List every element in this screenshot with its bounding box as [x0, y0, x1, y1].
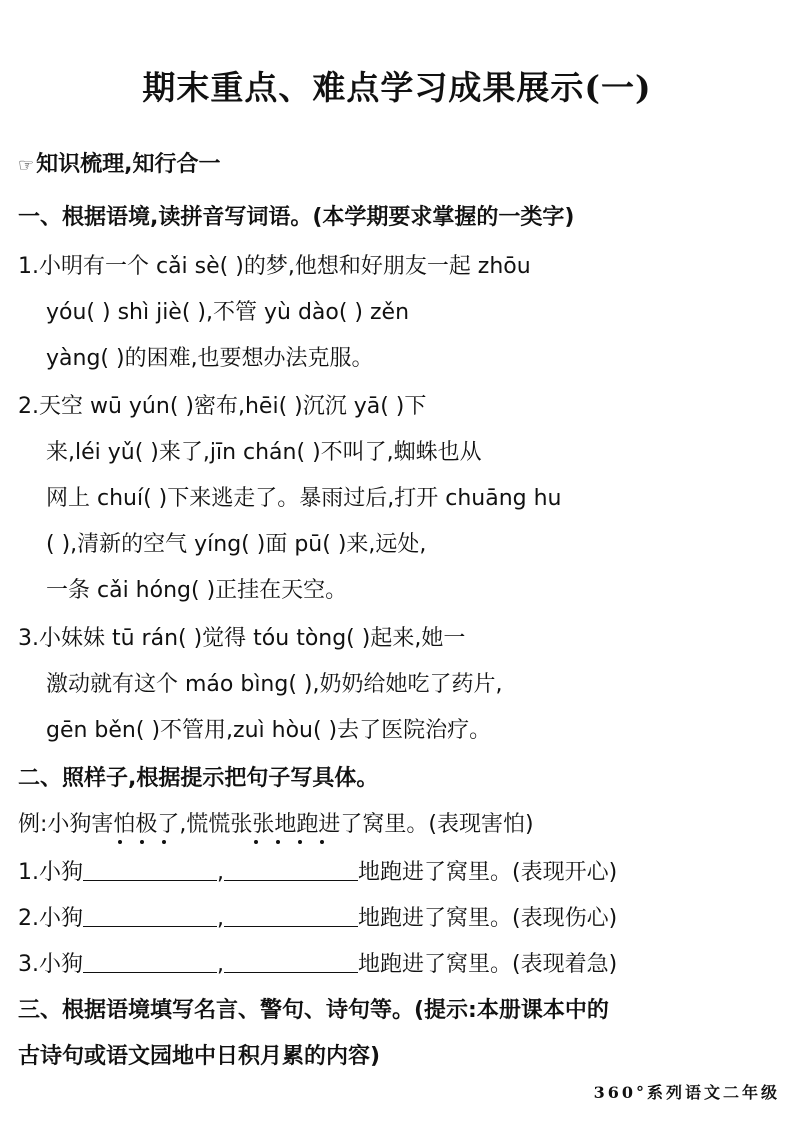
answer-blank[interactable]: [224, 858, 358, 881]
part2-item-sep: ,: [217, 906, 224, 931]
section-intro: [18, 150, 778, 181]
part2-item: [18, 904, 778, 934]
part2-item-prefix: 2.小狗: [18, 906, 83, 931]
part1-line: 3.小妹妹 tū rán( )觉得 tóu tòng( )起来,她一: [18, 626, 466, 651]
answer-blank[interactable]: [83, 950, 217, 973]
emphasis-dot: [254, 840, 258, 844]
part1-line: 2.天空 wū yún( )密布,hēi( )沉沉 yā( )下: [18, 394, 427, 419]
part1-line: 激动就有这个 máo bìng( ),奶奶给她吃了药片,: [46, 672, 503, 697]
part1-line: 一条 cǎi hóng( )正挂在天空。: [46, 578, 348, 603]
answer-blank[interactable]: [224, 950, 358, 973]
part1-heading: 一、根据语境,读拼音写词语。(本学期要求掌握的一类字): [18, 205, 575, 230]
part2-item-suffix: 地跑进了窝里。(表现伤心): [358, 906, 618, 931]
part2-example: 例:小狗害怕极了,慌慌张张地跑进了窝里。(表现害怕): [18, 812, 534, 837]
part2-item-prefix: 3.小狗: [18, 952, 83, 977]
series-footer: 360°系列语文二年级: [593, 1083, 780, 1102]
part1-line: yàng( )的困难,也要想办法克服。: [46, 346, 374, 371]
answer-blank[interactable]: [83, 858, 217, 881]
part1-line: gēn běn( )不管用,zuì hòu( )去了医院治疗。: [46, 718, 492, 743]
pointing-hand-icon: ☞: [18, 155, 35, 176]
part1-line: yóu( ) shì jiè( ),不管 yù dào( ) zěn: [46, 300, 410, 325]
part3-heading: 三、根据语境填写名言、警句、诗句等。(提示:本册课本中的: [18, 998, 609, 1023]
section-intro-label: 知识梳理,知行合一: [36, 152, 221, 177]
emphasis-dot: [118, 840, 122, 844]
part1-line: 1.小明有一个 cǎi sè( )的梦,他想和好朋友一起 zhōu: [18, 254, 531, 279]
part1-line: 网上 chuí( )下来逃走了。暴雨过后,打开 chuāng hu: [46, 486, 562, 511]
part3-heading-continued: 古诗句或语文园地中日积月累的内容): [18, 1044, 381, 1069]
emphasis-dot: [320, 840, 324, 844]
emphasis-dot: [140, 840, 144, 844]
answer-blank[interactable]: [83, 904, 217, 927]
emphasis-dots: [0, 840, 794, 848]
part2-item-prefix: 1.小狗: [18, 860, 83, 885]
part2-item: [18, 950, 778, 980]
emphasis-dot: [298, 840, 302, 844]
part2-item-suffix: 地跑进了窝里。(表现着急): [358, 952, 618, 977]
page-title: 期末重点、难点学习成果展示(一): [142, 68, 652, 107]
part2-item-sep: ,: [217, 860, 224, 885]
answer-blank[interactable]: [224, 904, 358, 927]
part2-item-suffix: 地跑进了窝里。(表现开心): [358, 860, 618, 885]
part2-heading: 二、照样子,根据提示把句子写具体。: [18, 766, 379, 791]
part1-line: ( ),清新的空气 yíng( )面 pū( )来,远处,: [46, 532, 427, 557]
part2-item-sep: ,: [217, 952, 224, 977]
part1-line: 来,léi yǔ( )来了,jīn chán( )不叫了,蜘蛛也从: [46, 440, 482, 465]
emphasis-dot: [276, 840, 280, 844]
part2-item: [18, 858, 778, 888]
emphasis-dot: [162, 840, 166, 844]
